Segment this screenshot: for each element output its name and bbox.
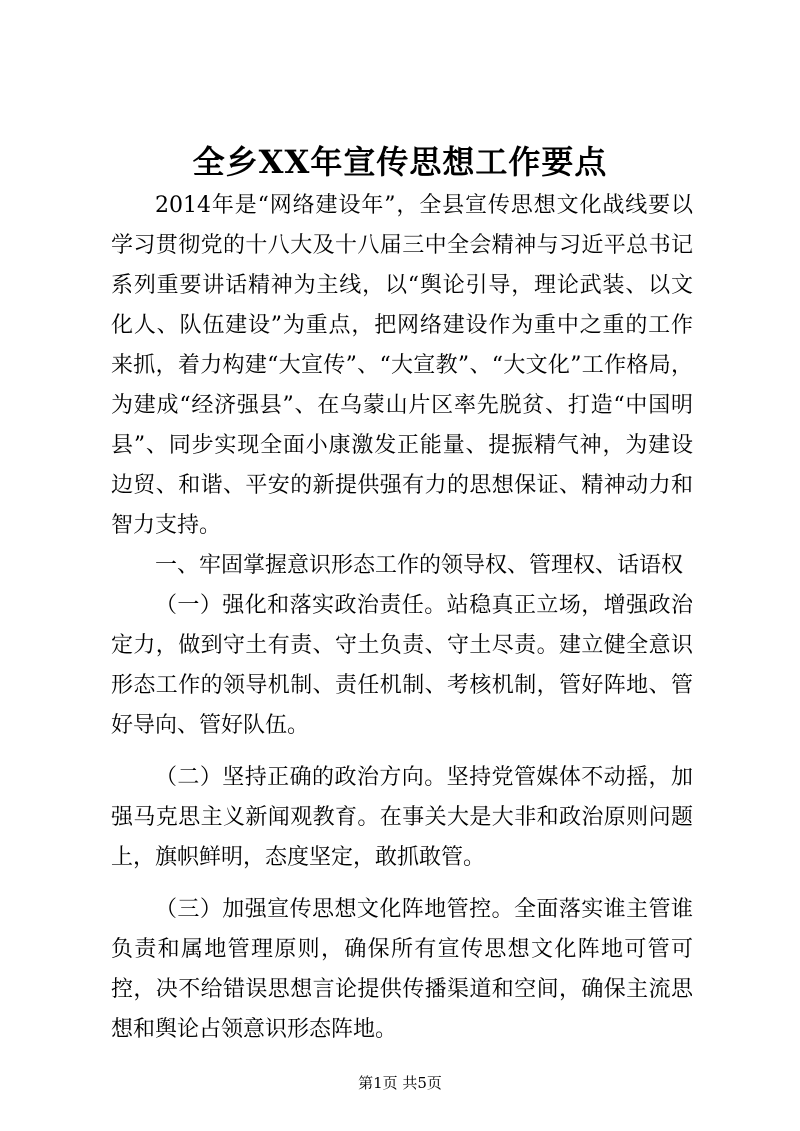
page-footer: 第1页 共5页 — [358, 1074, 442, 1092]
document-title: 全乡XX年宣传思想工作要点 — [192, 143, 608, 181]
subsection-paragraph-2: （二）坚持正确的政治方向。坚持党管媒体不动摇，加强马克思主义新闻观教育。在事关大是大非和政治原则问题上，旗帜鲜明，态度坚定，敢抓敢管。 — [111, 765, 693, 870]
subsection-paragraph-1: （一）强化和落实政治责任。站稳真正立场，增强政治定力，做到守土有责、守土负责、守土尽责。建立健全意识形态工作的领导机制、责任机制、考核机制，管好阵地、管好导向、管好队伍。 — [111, 593, 693, 738]
section-heading: 一、牢固掌握意识形态工作的领导权、管理权、话语权 — [155, 553, 684, 578]
document-body — [111, 186, 693, 1050]
intro-paragraph: 2014年是“网络建设年”，全县宣传思想文化战线要以学习贯彻党的十八大及十八届三中全会精神与习近平总书记系列重要讲话精神为主线，以“舆论引导，理论武装、以文化人、队伍建设”为重点，把网络建设作为重中之重的工作来抓，着力构建“大宣传”、“大宣教”、“大文化”工作格局，为建成“经济强县”、在乌蒙山片区率先脱贫、打造“中国明县”、同步实现全面小康激发正能量、提振精气神，为建设边贸、和谐、平安的新提供强有力的思想保证、精神动力和智力支持。 — [111, 193, 693, 538]
subsection-paragraph-3: （三）加强宣传思想文化阵地管控。全面落实谁主管谁负责和属地管理原则，确保所有宣传思想文化阵地可管可控，决不给错误思想言论提供传播渠道和空间，确保主流思想和舆论占领意识形态阵地。 — [111, 897, 693, 1042]
